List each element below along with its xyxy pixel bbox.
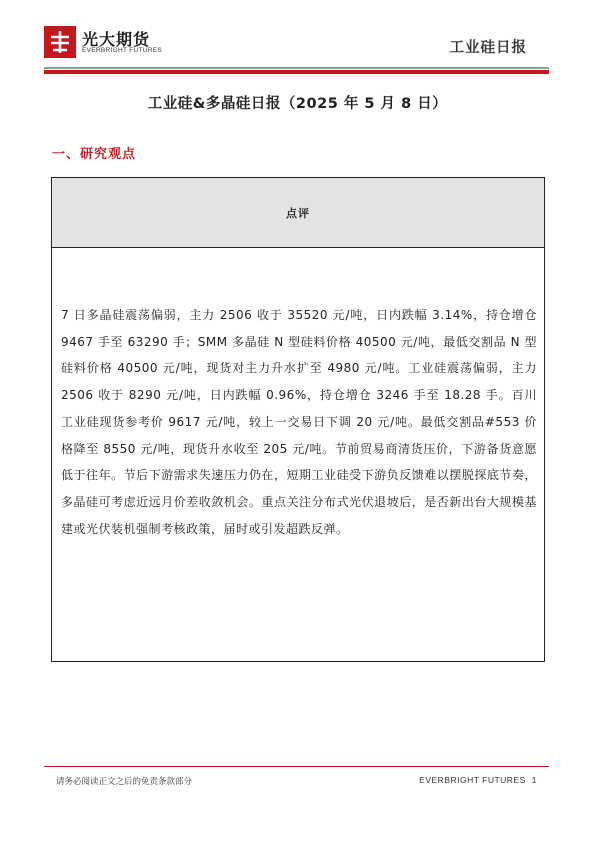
- everbright-logo-icon: [44, 26, 76, 58]
- header-divider-red: [44, 70, 549, 74]
- page-number: 1: [531, 775, 537, 785]
- footer-divider: [44, 766, 549, 767]
- header-divider-gray: [44, 67, 549, 69]
- logo-cn-text: 光大期货: [82, 30, 151, 49]
- section-heading: 一、研究观点: [52, 147, 137, 162]
- footer-brand-block: [419, 775, 537, 785]
- comment-table-header: [52, 178, 544, 248]
- comment-header-label: 点评: [286, 206, 310, 220]
- footer-brand: EVERBRIGHT FUTURES: [419, 775, 526, 785]
- comment-table: [51, 177, 545, 662]
- comment-body-text: 7 日多晶硅震荡偏弱，主力 2506 收于 35520 元/吨，日内跌幅 3.14%，持仓增仓 9467 手至 63290 手；SMM 多晶硅 N 型硅料价格 40500 元/吨，最低交割品 N 型硅料价格 40500 元/吨，现货对主力升水扩至 4980 元/吨。工业硅震荡偏弱，主力 2506 收于 8290 元/吨，日内跌幅 0.96%，持仓增仓 3246 手至 18.28 手。百川工业硅现货参考价 9617 元/吨，较上一交易日下调 20 元/吨。最低交割品#553 价格降至 8550 元/吨，现货升水收至 205 元/吨。节前贸易商清货压价，下游备货意愿低于往年。节后下游需求失速压力仍在，短期工业硅受下游负反馈难以摆脱探底节奏，多晶硅可考虑近远月价差收敛机会。重点关注分布式光伏退坡后，是否新出台大规模基建或光伏装机强制考核政策，届时或引发超跌反弹。: [61, 308, 537, 536]
- logo-en-text: EVERBRIGHT FUTURES: [82, 47, 163, 54]
- footer-disclaimer: 请务必阅读正文之后的免责条款部分: [56, 777, 193, 787]
- company-logo: [44, 26, 174, 60]
- report-name: 工业硅日报: [449, 40, 527, 56]
- document-title: 工业硅&多晶硅日报（2025 年 5 月 8 日）: [147, 96, 448, 112]
